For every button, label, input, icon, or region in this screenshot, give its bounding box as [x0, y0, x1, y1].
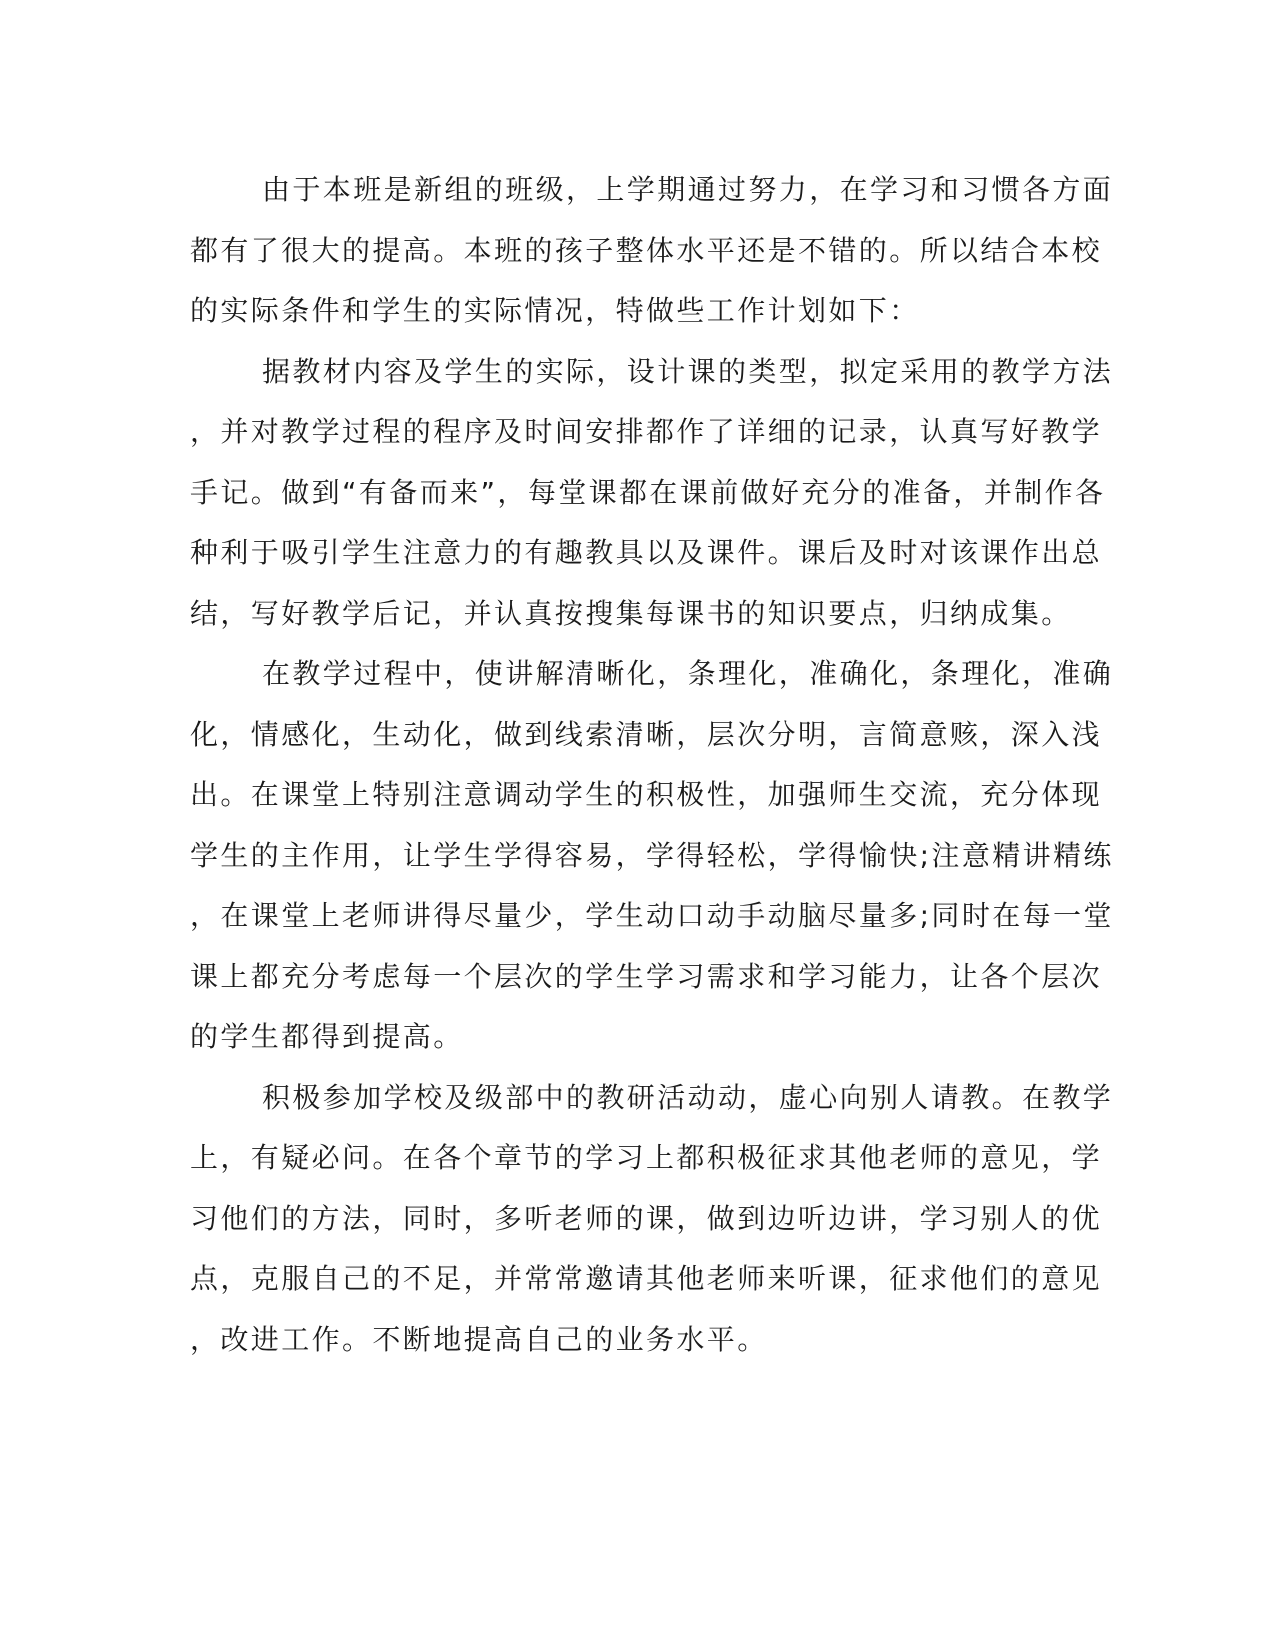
text-line: 在教学过程中，使讲解清晰化，条理化，准确化，条理化，准确 [262, 657, 1114, 690]
text-line: 出。在课堂上特别注意调动学生的积极性，加强师生交流，充分体现 [190, 778, 1103, 811]
text-line: 化，情感化，生动化，做到线索清晰，层次分明，言简意赅，深入浅 [190, 717, 1103, 751]
text-line: 点，克服自己的不足，并常常邀请其他老师来听课，征求他们的意见 [190, 1262, 1103, 1295]
paragraph-teaching-process [190, 644, 1114, 1068]
text-line: 的实际条件和学生的实际情况，特做些工作计划如下： [190, 294, 920, 327]
text-line: 都有了很大的提高。本班的孩子整体水平还是不错的。所以结合本校 [190, 233, 1103, 267]
text-line: ，改进工作。不断地提高自己的业务水平。 [190, 1322, 768, 1356]
text-line: 上，有疑必问。在各个章节的学习上都积极征求其他老师的意见，学 [190, 1141, 1103, 1174]
text-line: 据教材内容及学生的实际，设计课的类型，拟定采用的教学方法 [262, 354, 1114, 388]
text-line: 的学生都得到提高。 [190, 1020, 464, 1053]
text-line: ，并对教学过程的程序及时间安排都作了详细的记录，认真写好教学 [190, 415, 1103, 448]
text-line: 学生的主作用，让学生学得容易，学得轻松，学得愉快;注意精讲精练 [190, 838, 1114, 872]
text-line: 课上都充分考虑每一个层次的学生学习需求和学习能力，让各个层次 [190, 959, 1103, 993]
text-line: 种利于吸引学生注意力的有趣教具以及课件。课后及时对该课作出总 [190, 536, 1103, 569]
text-line: 积极参加学校及级部中的教研活动动，虚心向别人请教。在教学 [262, 1080, 1114, 1114]
text-line: ，在课堂上老师讲得尽量少，学生动口动手动脑尽量多;同时在每一堂 [190, 899, 1114, 932]
text-line: 结，写好教学后记，并认真按搜集每课书的知识要点，归纳成集。 [190, 596, 1072, 630]
document-body [190, 160, 1114, 1370]
text-line: 由于本班是新组的班级，上学期通过努力，在学习和习惯各方面 [262, 173, 1114, 206]
paragraph-teaching-research [190, 1068, 1114, 1371]
text-line: 手记。做到“有备而来”，每堂课都在课前做好充分的准备，并制作各 [190, 475, 1106, 509]
paragraph-class-overview [190, 160, 1114, 342]
text-line: 习他们的方法，同时，多听老师的课，做到边听边讲，学习别人的优 [190, 1201, 1103, 1235]
paragraph-lesson-preparation [190, 342, 1114, 645]
